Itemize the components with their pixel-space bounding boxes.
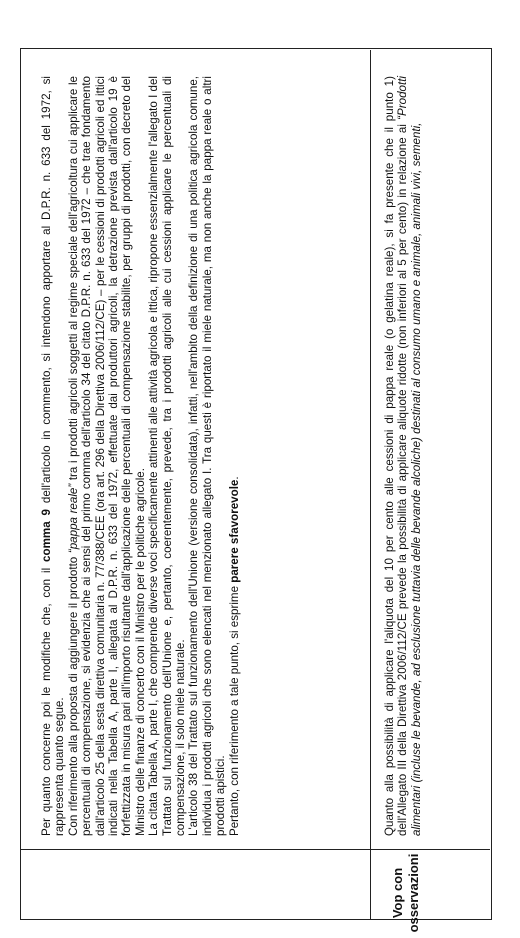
text-run: Con riferimento alla proposta di aggiungere il prodotto — [66, 553, 80, 836]
row1-paragraph-5 — [228, 76, 241, 836]
italic-run: “pappa reale” — [66, 483, 80, 554]
text-run: . — [227, 476, 241, 480]
text-run: dell'articolo in commento, si intendono apportare al D.P.R. n. 633 del 1972, si rappresenta quanto segue. — [40, 75, 67, 836]
row1-paragraph-4 — [187, 76, 227, 836]
text-run: tra i prodotti agricoli soggetti al regime speciale dell'agricoltura cui applicare le percentuali di compensazione, si evidenzia che ai sensi del primo comma dell'articolo 34 del citato D.P.R. n. 633 del 1972 – che trae fondamento dall'articolo 25 della sesta direttiva comunitaria n. 77/388/CEE (ora art. 296 della Direttiva 2006/112/CE) – per le cessioni di prodotti agricoli ed ittici indicati nella Tabella A, parte I, allegata al D.P.R. n. 633 del 1972, effettuate dai produttori agricoli, la detrazione prevista dall'articolo 19 è forfettizzata in misura pari all'importo risultante dall'applicazione delle percentuali di compensazione stabilite, per gruppi di prodotti, con decreto del Ministro delle finanze di concerto con il Ministro per le politiche agricole. — [66, 76, 147, 836]
row1-paragraph-2 — [67, 76, 147, 836]
italic-run: “Prodotti alimentari (incluse le bevande, ad esclusione tuttavia delle bevande alcoliche) destinati al consumo umano e animale, animali vivi, sementi, — [396, 76, 423, 836]
text-run: L'articolo 38 del Trattato sul funzionamento dell'Unione (versione consolidata), infatti, nell'ambito della definizione di una politica agricola comune, individua i prodotti agricoli che sono elencati nel menzionato allegato I. Tra questi è riportato il miele naturale, ma non anche la pappa reale o altri prodotti apistici. — [187, 76, 228, 836]
row-divider — [370, 50, 371, 920]
text-run: Per quanto concerne poi le modifiche che, con il — [40, 561, 53, 836]
row2-text — [383, 76, 423, 836]
row1-paragraph-1 — [40, 76, 67, 836]
text-run: Pertanto, con riferimento a tale punto, si esprime — [227, 582, 241, 836]
row2-paragraph-1 — [383, 76, 423, 836]
text-run: Quanto alla possibilità di applicare l'aliquota del 10 per cento alle cessioni di pappa reale (o gelatina reale), si fa presente che il punto 1) dell'Allegato III della Direttiva 2006/112/CE prevede la possibilità di applicare aliquote ridotte (non inferiori al 5 per cento) in relazione ai — [383, 76, 410, 836]
row1-text — [40, 76, 241, 836]
row2-label-line1: Vop con — [390, 867, 405, 919]
bold-run: comma 9 — [40, 509, 53, 562]
row2-label — [390, 848, 422, 938]
row1-paragraph-3 — [147, 76, 187, 836]
text-run: La citata Tabella A, parte I, che comprende diverse voci specificamente attinenti alle attività agricola e ittica, ripropone essenzialmente l'allegato I del Trattato sul funzionamento dell'Unione e, pertanto, coerentemente, prevede, tra i prodotti agricoli alle cui cessioni applicare le percentuali di compensazione, il solo miele naturale. — [147, 76, 188, 836]
row2-label-line2: osservazioni — [406, 853, 421, 933]
bold-run: parere sfavorevole — [227, 479, 241, 583]
